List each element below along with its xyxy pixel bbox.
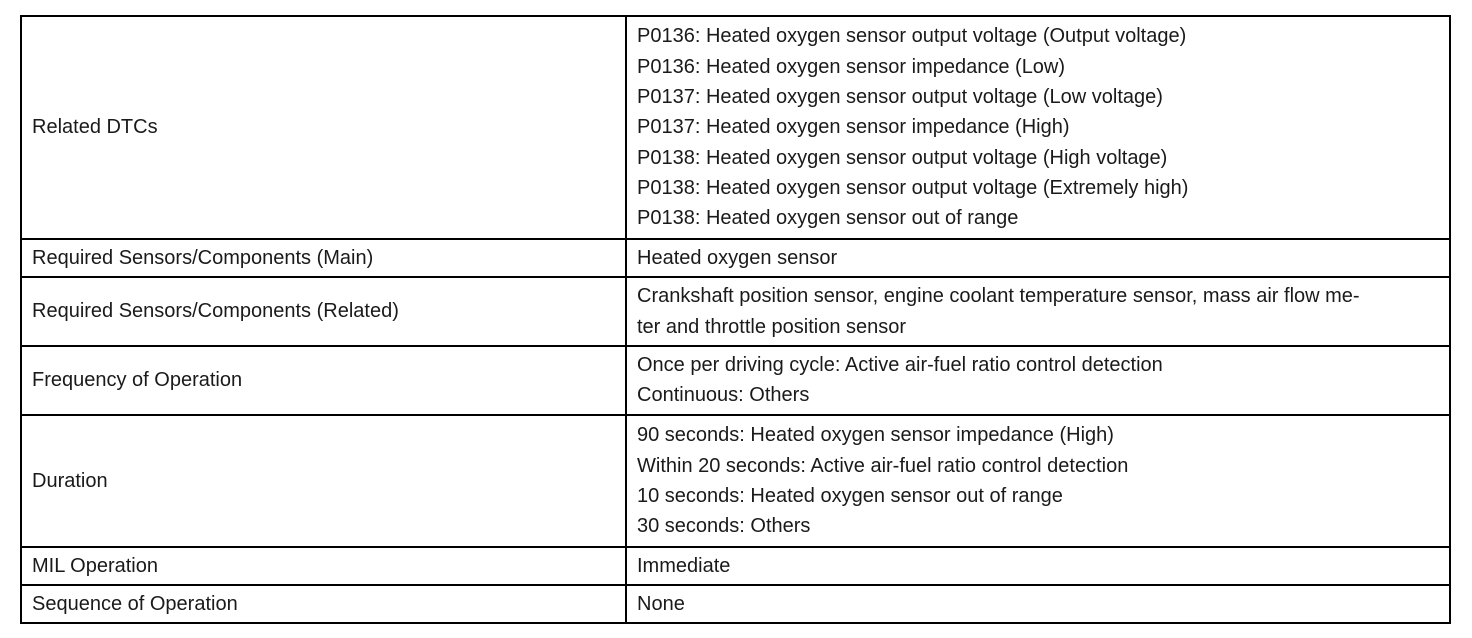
value-line: Continuous: Others — [637, 384, 810, 407]
table-row-sequence-of-operation — [21, 585, 1450, 623]
value-line: None — [637, 593, 685, 616]
value-line: 90 seconds: Heated oxygen sensor impedance (High) — [637, 424, 1114, 447]
value-line: ter and throttle position sensor — [637, 315, 907, 338]
value-line: 30 seconds: Others — [637, 515, 811, 538]
value-line: Heated oxygen sensor — [637, 247, 838, 269]
row-value — [626, 277, 1450, 346]
row-value — [626, 585, 1450, 623]
value-line: Immediate — [637, 554, 731, 577]
table-row-duration — [21, 415, 1450, 547]
value-line: Once per driving cycle: Active air-fuel ratio control detection — [637, 354, 1163, 377]
row-value — [626, 16, 1450, 239]
value-line: P0138: Heated oxygen sensor output voltage (Extremely high) — [637, 176, 1189, 199]
table-row-required-sensors-related — [21, 277, 1450, 346]
value-line: 10 seconds: Heated oxygen sensor out of range — [637, 484, 1063, 507]
value-line: P0136: Heated oxygen sensor impedance (Low) — [637, 55, 1066, 78]
row-label: Sequence of Operation — [21, 585, 626, 623]
table-row-required-sensors-main — [21, 239, 1450, 277]
row-value — [626, 415, 1450, 547]
row-label: Required Sensors/Components (Related) — [21, 277, 626, 346]
value-line: Within 20 seconds: Active air-fuel ratio control detection — [637, 454, 1129, 477]
row-label: Related DTCs — [21, 16, 626, 239]
value-line: P0138: Heated oxygen sensor out of range — [637, 207, 1019, 230]
row-label: Frequency of Operation — [21, 346, 626, 415]
value-line: P0137: Heated oxygen sensor impedance (High) — [637, 116, 1070, 139]
row-label: Duration — [21, 415, 626, 547]
table-row-related-dtcs — [21, 16, 1450, 239]
table-row-frequency-of-operation — [21, 346, 1450, 415]
table-row-mil-operation — [21, 547, 1450, 585]
specification-table — [20, 15, 1451, 624]
value-line: P0138: Heated oxygen sensor output voltage (High voltage) — [637, 146, 1168, 169]
value-line: P0136: Heated oxygen sensor output voltage (Output voltage) — [637, 25, 1187, 48]
row-value — [626, 346, 1450, 415]
row-value — [626, 239, 1450, 277]
row-label: Required Sensors/Components (Main) — [21, 239, 626, 277]
row-value — [626, 547, 1450, 585]
value-line: P0137: Heated oxygen sensor output voltage (Low voltage) — [637, 86, 1163, 109]
value-line: Crankshaft position sensor, engine coolant temperature sensor, mass air flow me- — [637, 285, 1360, 308]
row-label: MIL Operation — [21, 547, 626, 585]
